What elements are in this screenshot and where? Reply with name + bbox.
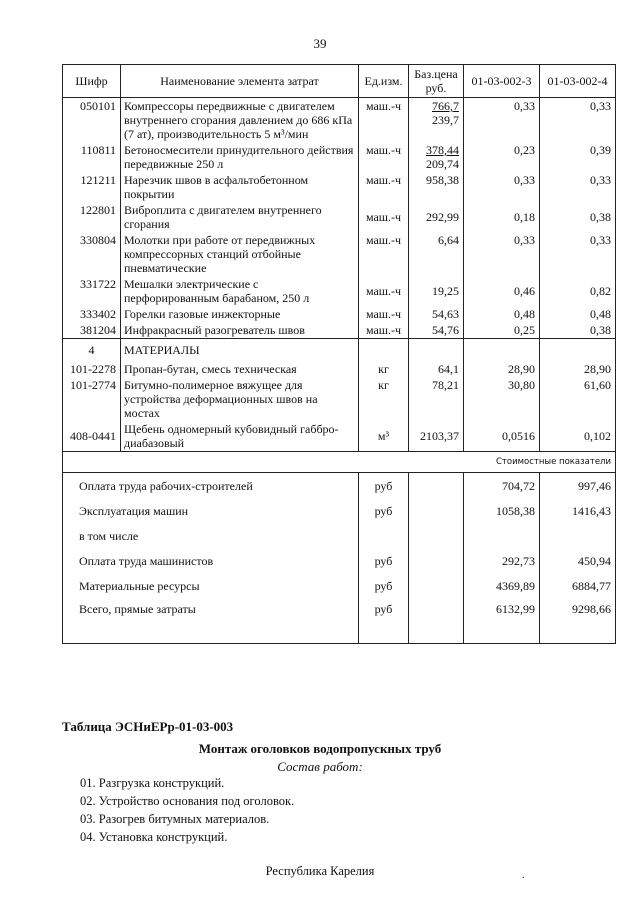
summary-value-b: 997,46 xyxy=(540,473,616,499)
price-value: 766,7 xyxy=(432,99,459,113)
row-value-a: 30,80 xyxy=(464,377,540,421)
row-unit: маш.-ч xyxy=(359,232,409,276)
summary-label: Эксплуатация машин xyxy=(63,498,359,523)
row-value-a: 0,33 xyxy=(464,172,540,202)
summary-label: в том числе xyxy=(63,523,359,548)
empty-cell xyxy=(409,498,464,523)
summary-value-a: 292,73 xyxy=(464,548,540,573)
row-value-a: 0,48 xyxy=(464,306,540,322)
row-unit: маш.-ч xyxy=(359,172,409,202)
empty-cell xyxy=(409,598,464,644)
row-value-b: 0,33 xyxy=(540,98,616,143)
section-name: МАТЕРИАЛЫ xyxy=(121,339,359,362)
work-item: 02. Устройство основания под оголовок. xyxy=(80,794,295,808)
row-value-b: 0,38 xyxy=(540,322,616,339)
row-name: Битумно-полимерное вяжущее для устройства деформационных швов на мостах xyxy=(121,377,359,421)
row-code: 101-2278 xyxy=(63,361,121,377)
empty-cell xyxy=(359,339,409,362)
table-row xyxy=(63,361,616,377)
empty-cell xyxy=(409,548,464,573)
summary-row xyxy=(63,573,616,598)
row-code: 331722 xyxy=(63,276,121,306)
cost-indicators-label: Стоимостные показатели xyxy=(63,452,616,473)
row-code: 101-2774 xyxy=(63,377,121,421)
row-name: Горелки газовые инжекторные xyxy=(121,306,359,322)
cost-indicators-row xyxy=(63,452,616,473)
row-unit: маш.-ч xyxy=(359,306,409,322)
summary-value-a: 704,72 xyxy=(464,473,540,499)
row-price: 6,64 xyxy=(409,232,464,276)
row-value-b: 0,82 xyxy=(540,276,616,306)
row-code: 050101 xyxy=(63,98,121,143)
resource-table xyxy=(62,64,616,644)
row-value-b: 0,39 xyxy=(540,142,616,172)
summary-label: Материальные ресурсы xyxy=(63,573,359,598)
summary-label: Оплата труда рабочих-строителей xyxy=(63,473,359,499)
table-row xyxy=(63,172,616,202)
work-item: 03. Разогрев битумных материалов. xyxy=(80,812,270,826)
summary-label: Всего, прямые затраты xyxy=(63,598,359,644)
row-name: Виброплита с двигателем внутреннего сгорания xyxy=(121,202,359,232)
row-code: 333402 xyxy=(63,306,121,322)
header-code: Шифр xyxy=(63,65,121,98)
row-unit: м³ xyxy=(359,421,409,452)
row-name: Мешалки электрические с перфорированным барабаном, 250 л xyxy=(121,276,359,306)
header-unit: Ед.изм. xyxy=(359,65,409,98)
price-wage-value: 239,7 xyxy=(432,113,459,127)
table-header-row xyxy=(63,65,616,98)
table-row xyxy=(63,377,616,421)
row-name: Компрессоры передвижные с двигателем внутреннего сгорания давлением до 686 кПа (7 ат), производительность 5 м³/мин xyxy=(121,98,359,143)
empty-cell xyxy=(409,473,464,499)
summary-unit xyxy=(359,523,409,548)
summary-row xyxy=(63,498,616,523)
price-value: 378,44 xyxy=(426,143,459,157)
row-value-b: 61,60 xyxy=(540,377,616,421)
summary-unit: руб xyxy=(359,473,409,499)
row-unit: кг xyxy=(359,361,409,377)
summary-value-b: 450,94 xyxy=(540,548,616,573)
summary-unit: руб xyxy=(359,498,409,523)
section-row xyxy=(63,339,616,362)
row-name: Щебень одномерный кубовидный габбро-диабазовый xyxy=(121,421,359,452)
row-code: 122801 xyxy=(63,202,121,232)
row-price: 292,99 xyxy=(409,202,464,232)
row-value-a: 0,23 xyxy=(464,142,540,172)
row-unit: маш.-ч xyxy=(359,98,409,143)
summary-label: Оплата труда машинистов xyxy=(63,548,359,573)
table-row xyxy=(63,98,616,143)
footer-mark: . xyxy=(522,870,525,881)
row-value-a: 0,25 xyxy=(464,322,540,339)
row-name: Инфракрасный разогреватель швов xyxy=(121,322,359,339)
row-code: 110811 xyxy=(63,142,121,172)
row-name: Пропан-бутан, смесь техническая xyxy=(121,361,359,377)
next-table-subtitle: Монтаж оголовков водопропускных труб xyxy=(198,741,442,756)
row-unit: маш.-ч xyxy=(359,142,409,172)
section-code: 4 xyxy=(63,339,121,362)
summary-row xyxy=(63,598,616,644)
empty-cell xyxy=(409,523,464,548)
row-code: 121211 xyxy=(63,172,121,202)
empty-cell xyxy=(464,339,540,362)
table-row xyxy=(63,421,616,452)
row-price: 54,76 xyxy=(409,322,464,339)
row-price xyxy=(409,98,464,143)
summary-value-a: 1058,38 xyxy=(464,498,540,523)
header-price: Баз.цена руб. xyxy=(409,65,464,98)
row-value-a: 0,33 xyxy=(464,98,540,143)
row-price xyxy=(409,142,464,172)
price-wage-value: 209,74 xyxy=(426,157,459,171)
row-price: 54,63 xyxy=(409,306,464,322)
header-col-a: 01-03-002-3 xyxy=(464,65,540,98)
empty-cell xyxy=(409,573,464,598)
row-value-b: 0,38 xyxy=(540,202,616,232)
summary-value-a xyxy=(464,523,540,548)
row-price: 19,25 xyxy=(409,276,464,306)
summary-value-b xyxy=(540,523,616,548)
summary-row xyxy=(63,523,616,548)
table-row xyxy=(63,276,616,306)
row-name: Бетоносмесители принудительного действия передвижные 250 л xyxy=(121,142,359,172)
row-value-b: 0,48 xyxy=(540,306,616,322)
header-name: Наименование элемента затрат xyxy=(121,65,359,98)
work-item: 01. Разгрузка конструкций. xyxy=(80,776,225,790)
table-row xyxy=(63,142,616,172)
row-value-a: 0,0516 xyxy=(464,421,540,452)
row-price: 78,21 xyxy=(409,377,464,421)
row-unit: маш.-ч xyxy=(359,322,409,339)
row-code: 330804 xyxy=(63,232,121,276)
works-list xyxy=(80,774,294,846)
row-value-b: 28,90 xyxy=(540,361,616,377)
empty-cell xyxy=(540,339,616,362)
summary-value-b: 6884,77 xyxy=(540,573,616,598)
summary-value-b: 9298,66 xyxy=(540,598,616,644)
summary-unit: руб xyxy=(359,598,409,644)
row-value-b: 0,102 xyxy=(540,421,616,452)
work-item: 04. Установка конструкций. xyxy=(80,830,228,844)
row-name: Нарезчик швов в асфальтобетонном покрытии xyxy=(121,172,359,202)
table-row xyxy=(63,306,616,322)
table-row xyxy=(63,232,616,276)
row-price: 958,38 xyxy=(409,172,464,202)
row-value-b: 0,33 xyxy=(540,232,616,276)
summary-value-a: 4369,89 xyxy=(464,573,540,598)
composition-label: Состав работ: xyxy=(277,759,363,774)
row-value-a: 28,90 xyxy=(464,361,540,377)
summary-value-a: 6132,99 xyxy=(464,598,540,644)
summary-value-b: 1416,43 xyxy=(540,498,616,523)
next-table-title: Таблица ЭСНиЕРр-01-03-003 xyxy=(62,719,234,734)
page-number: 39 xyxy=(313,36,327,51)
row-value-a: 0,18 xyxy=(464,202,540,232)
summary-row xyxy=(63,548,616,573)
row-name: Молотки при работе от передвижных компрессорных станций отбойные пневматические xyxy=(121,232,359,276)
summary-unit: руб xyxy=(359,573,409,598)
row-price: 2103,37 xyxy=(409,421,464,452)
row-unit: кг xyxy=(359,377,409,421)
empty-cell xyxy=(409,339,464,362)
row-value-a: 0,46 xyxy=(464,276,540,306)
row-price: 64,1 xyxy=(409,361,464,377)
row-unit: маш.-ч xyxy=(359,202,409,232)
row-value-b: 0,33 xyxy=(540,172,616,202)
row-value-a: 0,33 xyxy=(464,232,540,276)
header-col-b: 01-03-002-4 xyxy=(540,65,616,98)
summary-unit: руб xyxy=(359,548,409,573)
table-row xyxy=(63,322,616,339)
summary-row xyxy=(63,473,616,499)
row-code: 381204 xyxy=(63,322,121,339)
row-code: 408-0441 xyxy=(63,421,121,452)
row-unit: маш.-ч xyxy=(359,276,409,306)
footer-region: Республика Карелия xyxy=(265,864,375,878)
table-row xyxy=(63,202,616,232)
